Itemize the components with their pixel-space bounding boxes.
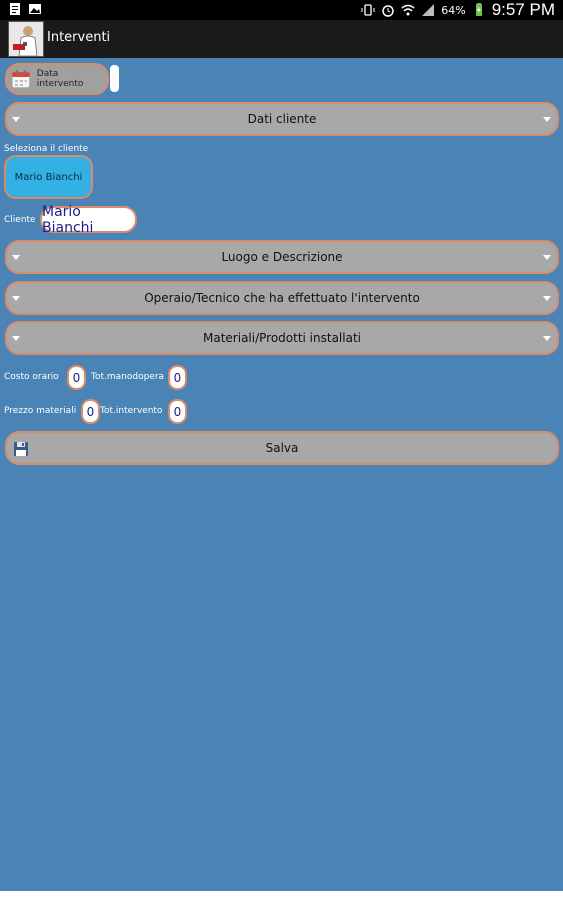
cliente-field[interactable]: Mario Bianchi [40, 206, 137, 233]
section-dati-cliente-label: Dati cliente [247, 112, 317, 126]
status-bar [0, 0, 563, 20]
battery-percent: 64% [441, 3, 466, 17]
section-luogo-descrizione[interactable] [5, 240, 559, 274]
prezzo-materiali-label: Prezzo materiali [4, 406, 77, 416]
document-icon [8, 2, 22, 16]
section-materiali-label: Materiali/Prodotti installati [203, 331, 361, 345]
chevron-down-icon [542, 294, 552, 302]
section-materiali-prodotti[interactable] [5, 321, 559, 355]
costo-orario-field[interactable]: 0 [67, 365, 86, 390]
chevron-down-icon [11, 334, 21, 342]
section-dati-cliente[interactable] [5, 102, 559, 136]
client-option-button[interactable] [4, 155, 93, 199]
select-client-label: Seleziona il cliente [4, 144, 89, 154]
app-logo-icon[interactable] [8, 21, 44, 57]
cliente-label: Cliente [4, 215, 36, 225]
wifi-icon [401, 3, 415, 17]
chevron-down-icon [11, 253, 21, 261]
floppy-disk-icon [13, 441, 29, 457]
vibrate-icon [361, 3, 375, 17]
chevron-down-icon [542, 115, 552, 123]
form-container [0, 58, 563, 891]
prezzo-materiali-field[interactable]: 0 [81, 399, 100, 424]
section-operaio-tecnico[interactable] [5, 281, 559, 315]
app-title: Interventi [47, 30, 111, 45]
save-button[interactable] [5, 431, 559, 465]
calendar-icon [11, 69, 31, 89]
battery-icon [472, 3, 486, 17]
section-luogo-label: Luogo e Descrizione [221, 250, 343, 264]
date-value-field[interactable] [110, 65, 119, 92]
action-bar [0, 20, 563, 58]
chevron-down-icon [542, 253, 552, 261]
bottom-edge [0, 891, 563, 900]
chevron-down-icon [542, 334, 552, 342]
tot-intervento-label: Tot.intervento [100, 406, 163, 416]
save-label: Salva [265, 441, 299, 455]
date-intervento-button[interactable] [5, 63, 109, 95]
costo-orario-label: Costo orario [4, 372, 59, 382]
tot-intervento-field[interactable]: 0 [168, 399, 187, 424]
alarm-icon [381, 3, 395, 17]
clock: 9:57 PM [491, 0, 555, 19]
client-option-label: Mario Bianchi [14, 171, 83, 183]
signal-icon [421, 3, 435, 17]
tot-manodopera-label: Tot.manodopera [91, 372, 165, 382]
date-intervento-label: Data intervento [36, 69, 84, 89]
image-icon [28, 2, 42, 16]
tot-manodopera-field[interactable]: 0 [168, 365, 187, 390]
chevron-down-icon [11, 294, 21, 302]
section-operaio-label: Operaio/Tecnico che ha effettuato l'intervento [144, 291, 420, 305]
chevron-down-icon [11, 115, 21, 123]
